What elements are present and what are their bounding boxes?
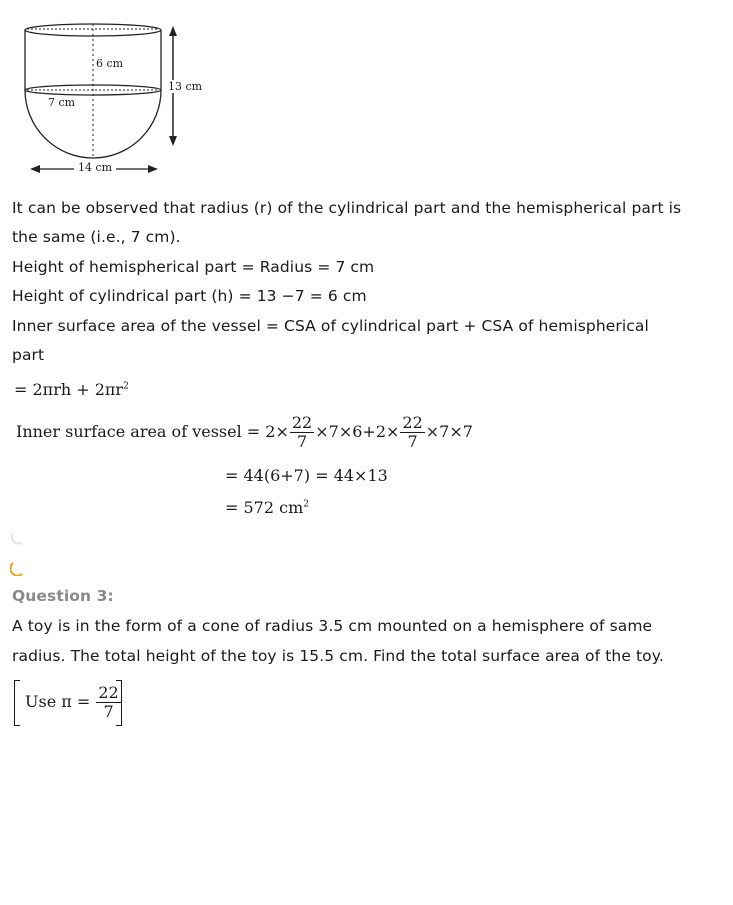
radius-label: 7 cm bbox=[48, 96, 76, 109]
question-line-2: radius. The total height of the toy is 15.5 cm. Find the total surface area of the toy. bbox=[12, 647, 664, 665]
calc-result: = 572 cm bbox=[225, 498, 304, 517]
bracket-right-top bbox=[116, 680, 122, 681]
diameter-label: 14 cm bbox=[78, 161, 113, 174]
text-line-3: Height of hemispherical part = Radius = 7 cm bbox=[12, 258, 375, 276]
use-pi-expression bbox=[25, 684, 122, 721]
pi-fraction-den: 7 bbox=[103, 702, 114, 721]
vessel-diagram-svg bbox=[10, 18, 210, 183]
total-height-label: 13 cm bbox=[168, 80, 203, 93]
vessel-diagram bbox=[10, 18, 210, 183]
diameter-arrow-left bbox=[30, 165, 40, 173]
fraction-1-num: 22 bbox=[291, 413, 313, 432]
calc-end: ×7×7 bbox=[425, 422, 473, 441]
text-line-1: It can be observed that radius (r) of the cylindrical part and the hemispherical part is bbox=[12, 199, 682, 217]
text-line-6: part bbox=[12, 346, 45, 364]
spinner-icon bbox=[10, 560, 26, 576]
calc-result-exponent: 2 bbox=[303, 499, 309, 510]
calc-line-3 bbox=[225, 498, 309, 517]
fraction-1 bbox=[290, 414, 314, 451]
bracket-left-top bbox=[14, 680, 20, 681]
calc-line-2: = 44(6+7) = 44×13 bbox=[225, 466, 388, 485]
calc-line-1 bbox=[16, 414, 473, 451]
fraction-2 bbox=[400, 414, 424, 451]
calc-mid: ×7×6+2× bbox=[315, 422, 400, 441]
formula-csa bbox=[14, 380, 129, 399]
text-line-5: Inner surface area of the vessel = CSA of cylindrical part + CSA of hemispherical bbox=[12, 317, 649, 335]
use-pi-label: Use π = bbox=[25, 692, 91, 711]
height-arrow-up bbox=[169, 26, 177, 36]
pi-fraction bbox=[96, 684, 120, 721]
fraction-2-den: 7 bbox=[407, 432, 418, 451]
question-heading: Question 3: bbox=[12, 587, 114, 605]
text-line-4: Height of cylindrical part (h) = 13 −7 = 6 cm bbox=[12, 287, 367, 305]
bracket-left bbox=[14, 680, 15, 726]
formula-text: = 2πrh + 2πr bbox=[14, 380, 124, 399]
bracket-left-bottom bbox=[14, 725, 20, 726]
fraction-2-num: 22 bbox=[402, 413, 423, 432]
spinner-faint-icon bbox=[10, 530, 26, 546]
fraction-1-den: 7 bbox=[296, 432, 308, 451]
use-pi-bracket bbox=[14, 680, 122, 726]
bracket-right-bottom bbox=[116, 725, 122, 726]
pi-fraction-num: 22 bbox=[98, 683, 119, 702]
diameter-arrow-right bbox=[148, 165, 158, 173]
question-line-1: A toy is in the form of a cone of radius 3.5 cm mounted on a hemisphere of same bbox=[12, 617, 653, 635]
calc-label: Inner surface area of vessel = 2× bbox=[16, 422, 289, 441]
height-arrow-down bbox=[169, 136, 177, 146]
formula-exponent: 2 bbox=[123, 381, 129, 392]
cyl-height-label: 6 cm bbox=[96, 57, 124, 70]
text-line-2: the same (i.e., 7 cm). bbox=[12, 228, 181, 246]
